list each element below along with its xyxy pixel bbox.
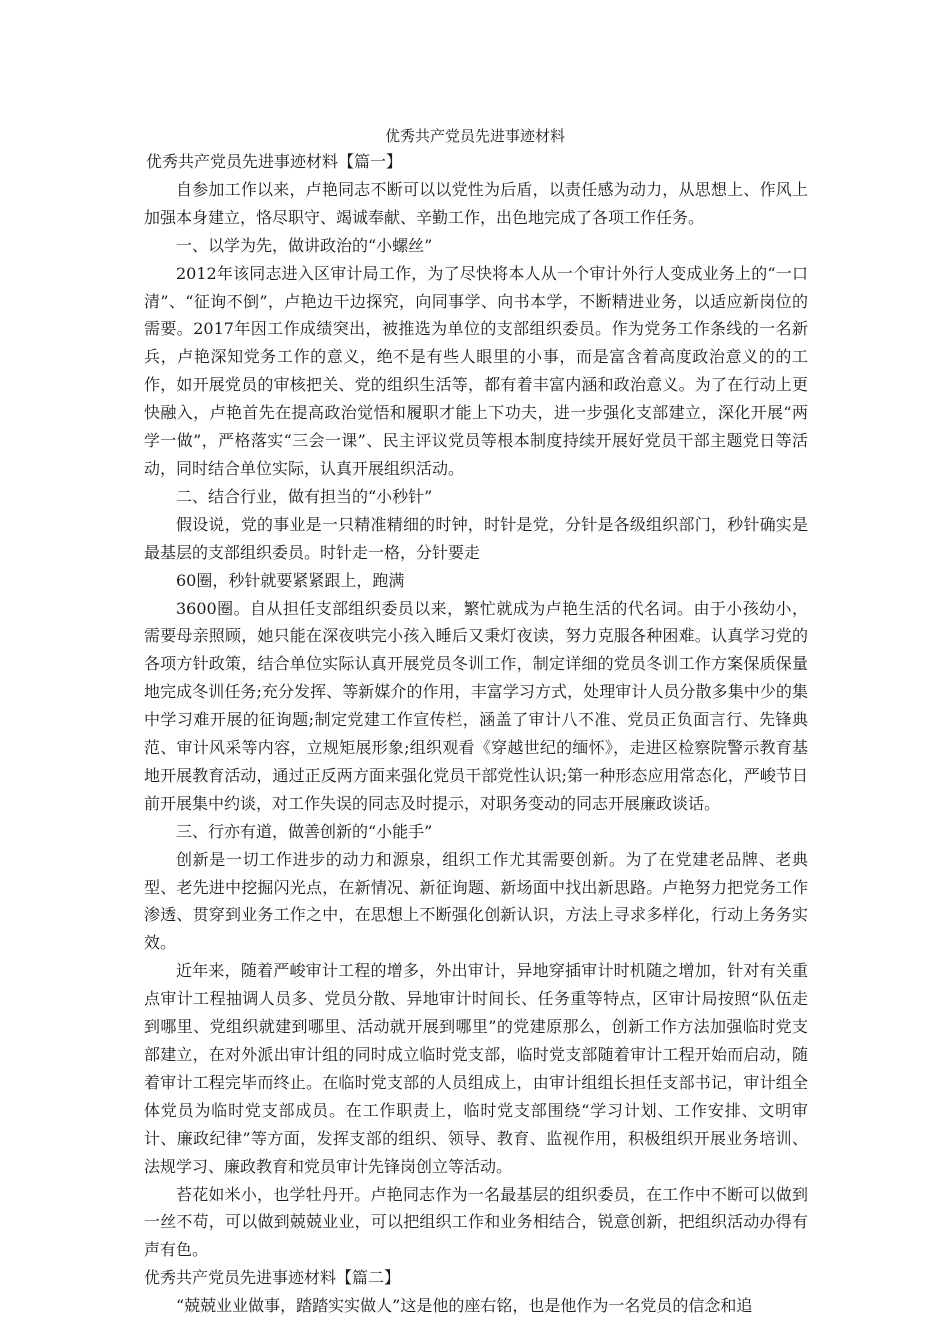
subheading-3: 三、行亦有道，做善创新的“小能手”	[176, 821, 433, 841]
paragraph-intro: 自参加工作以来，卢艳同志不断可以以党性为后盾，以责任感为动力，从思想上、作风上加强本身建立，恪尽职守、竭诚奉献、辛勤工作，出色地完成了各项工作任务。	[144, 179, 808, 227]
paragraph-1: 2012年该同志进入区审计局工作，为了尽快将本人从一个审计外行人变成业务上的“一口清”、“征询不倒”，卢艳边干边探究，向同事学、向书本学，不断精进业务，以适应新岗位的需要。2017年因工作成绩突出，被推选为单位的支部组织委员。作为党务工作条线的一名新兵，卢艳深知党务工作的意义，绝不是有些人眼里的小事，而是富含着高度政治意义的的工作，如开展党员的审核把关、党的组织生活等，都有着丰富内涵和政治意义。为了在行动上更快融入，卢艳首先在提高政治觉悟和履职才能上下功夫，进一步强化支部建立，深化开展“两学一做”，严格落实“三会一课”、民主评议党员等根本制度持续开展好党员干部主题党日等活动，同时结合单位实际，认真开展组织活动。	[144, 263, 808, 478]
paragraph-2: 假设说，党的事业是一只精准精细的时钟，时针是党，分针是各级组织部门，秒针确实是最基层的支部组织委员。时针走一格，分针要走	[144, 514, 808, 562]
subheading-2: 二、结合行业，做有担当的“小秒针”	[176, 486, 433, 506]
paragraph-8: “兢兢业业做事，踏踏实实做人”这是他的座右铭，也是他作为一名党员的信念和追	[176, 1296, 753, 1316]
section-title-part-1: 优秀共产党员先进事迹材料【篇一】	[146, 152, 403, 171]
paragraph-3: 60圈，秒针就要紧紧跟上，跑满	[176, 570, 405, 590]
paragraph-6: 近年来，随着严峻审计工程的增多，外出审计，异地穿插审计时机随之增加，针对有关重点审计工程抽调人员多、党员分散、异地审计时间长、任务重等特点，区审计局按照“队伍走到哪里、党组织就建到哪里、活动就开展到哪里”的党建原那么，创新工作方法加强临时党支部建立，在对外派出审计组的同时成立临时党支部，临时党支部随着审计工程开始而启动，随着审计工程完毕而终止。在临时党支部的人员组成上，由审计组组长担任支部书记，审计组全体党员为临时党支部成员。在工作职责上，临时党支部围绕“学习计划、工作安排、文明审计、廉政纪律”等方面，发挥支部的组织、领导、教育、监视作用，积极组织开展业务培训、法规学习、廉政教育和党员审计先锋岗创立等活动。	[144, 961, 808, 1176]
paragraph-4: 3600圈。自从担任支部组织委员以来，繁忙就成为卢艳生活的代名词。由于小孩幼小，需要母亲照顾，她只能在深夜哄完小孩入睡后又秉灯夜读，努力克服各种困难。认真学习党的各项方针政策，结合单位实际认真开展党员冬训工作，制定详细的党员冬训工作方案保质保量地完成冬训任务;充分发挥、等新媒介的作用，丰富学习方式，处理审计人员分散多集中少的集中学习难开展的征询题;制定党建工作宣传栏，涵盖了审计八不准、党员正负面言行、先锋典范、审计风采等内容，立规矩展形象;组织观看《穿越世纪的缅怀》，走进区检察院警示教育基地开展教育活动，通过正反两方面来强化党员干部党性认识;第一种形态应用常态化，严峻节日前开展集中约谈，对工作失误的同志及时提示，对职务变动的同志开展廉政谈话。	[144, 598, 808, 813]
document-title: 优秀共产党员先进事迹材料	[384, 127, 565, 145]
document-body	[144, 148, 808, 1320]
paragraph-7: 苔花如米小，也学牡丹开。卢艳同志作为一名最基层的组织委员，在工作中不断可以做到一丝不苟，可以做到兢兢业业，可以把组织工作和业务相结合，锐意创新，把组织活动办得有声有色。	[144, 1184, 808, 1260]
subheading-1: 一、以学为先，做讲政治的“小螺丝”	[176, 235, 433, 255]
paragraph-5: 创新是一切工作进步的动力和源泉，组织工作尤其需要创新。为了在党建老品牌、老典型、老先进中挖掘闪光点，在新情况、新征询题、新场面中找出新思路。卢艳努力把党务工作渗透、贯穿到业务工作之中，在思想上不断强化创新认识，方法上寻求多样化，行动上务务实效。	[144, 849, 808, 953]
section-title-part-2: 优秀共产党员先进事迹材料【篇二】	[144, 1268, 401, 1288]
